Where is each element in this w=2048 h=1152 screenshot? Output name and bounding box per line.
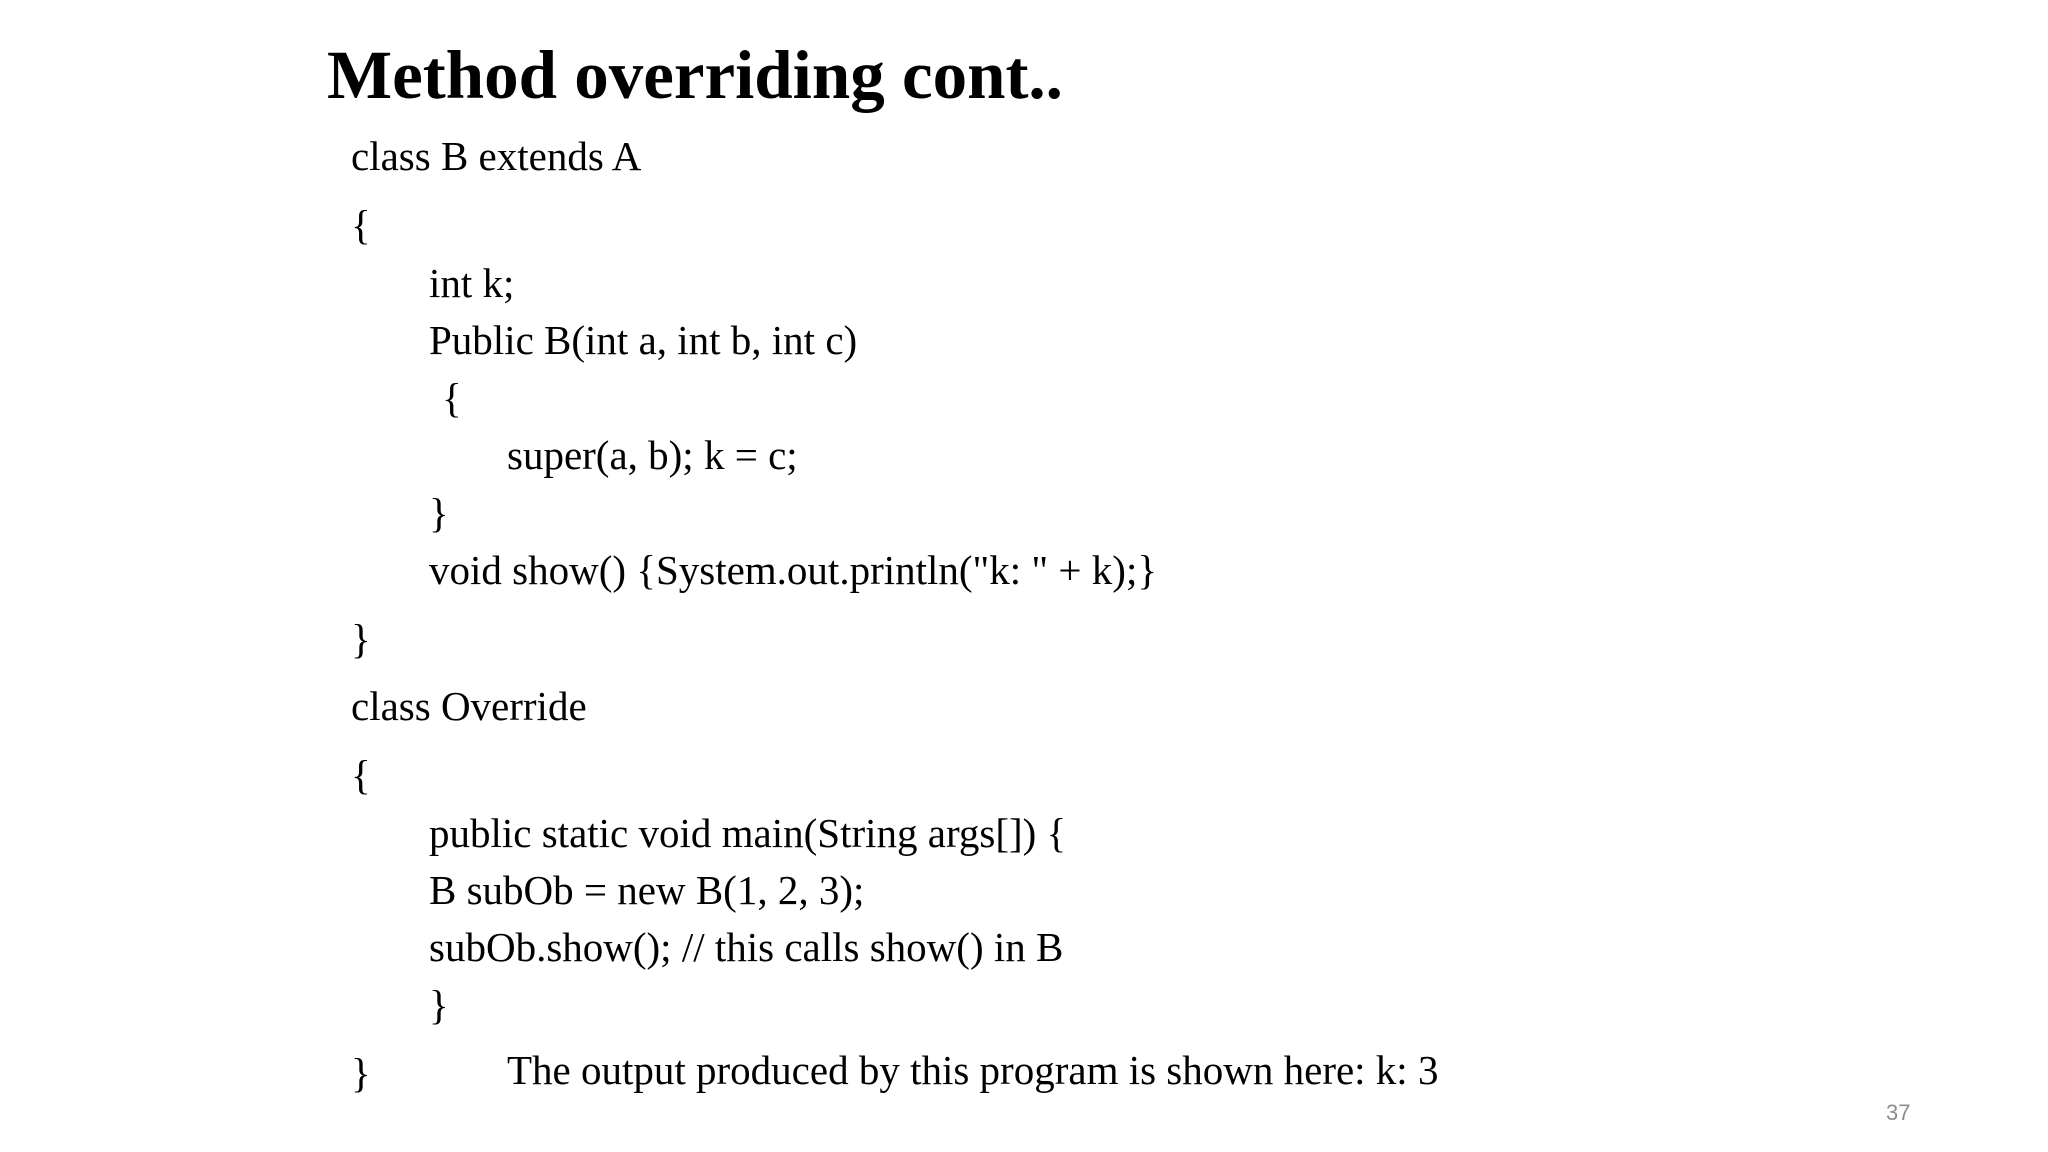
code-line-close-brace-override: } — [351, 1050, 371, 1096]
code-line-super-call: super(a, b); k = c; — [507, 432, 798, 478]
slide-number: 37 — [1886, 1100, 1911, 1125]
code-line-open-brace-b: { — [351, 202, 371, 248]
code-line-open-brace-override: { — [351, 752, 371, 798]
code-line-close-brace-main: } — [429, 982, 449, 1028]
code-line-int-k: int k; — [429, 260, 515, 306]
code-line-class-b: class B extends A — [351, 133, 642, 179]
code-line-show-method: void show() {System.out.println("k: " + k);} — [429, 547, 1158, 593]
code-line-open-brace-constructor: { — [442, 375, 462, 421]
code-line-close-brace-b: } — [351, 616, 371, 662]
code-line-constructor: Public B(int a, int b, int c) — [429, 317, 858, 363]
code-line-show-call: subOb.show(); // this calls show() in B — [429, 924, 1064, 970]
code-line-new-subob: B subOb = new B(1, 2, 3); — [429, 867, 865, 913]
code-line-class-override: class Override — [351, 683, 587, 729]
slide-title: Method overriding cont.. — [327, 37, 1063, 113]
code-line-close-brace-constructor: } — [429, 490, 449, 536]
output-note: The output produced by this program is shown here: k: 3 — [507, 1047, 1439, 1093]
code-line-main-method: public static void main(String args[]) { — [429, 810, 1067, 856]
